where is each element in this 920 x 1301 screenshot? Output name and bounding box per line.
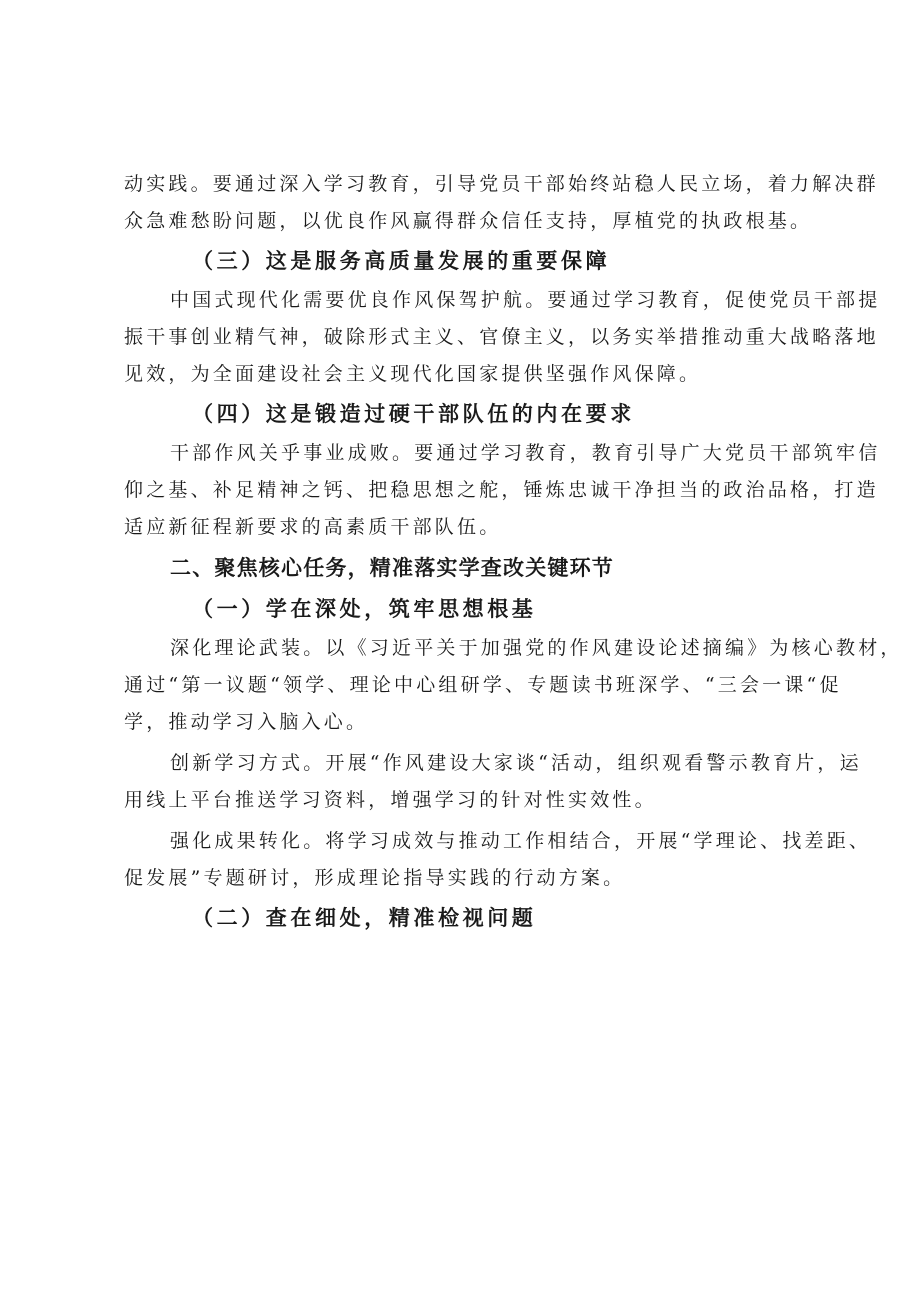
paragraph-line: 动实践。要通过深入学习教育，引导党员干部始终站稳人民立场，着力解决群 <box>124 173 879 195</box>
paragraph-line: 深化理论武装。以《习近平关于加强党的作风建设论述摘编》为核心教材， <box>170 637 903 659</box>
paragraph-line: 促发展”专题研讨，形成理论指导实践的行动方案。 <box>124 867 626 889</box>
document-page <box>124 166 903 939</box>
section-heading-4: （四）这是锻造过硬干部队伍的内在要求 <box>192 401 635 426</box>
paragraph-line: 适应新征程新要求的高素质干部队伍。 <box>124 516 502 538</box>
section-heading-2: （二）查在细处，精准检视问题 <box>192 905 537 930</box>
paragraph-line: 振干事创业精气神，破除形式主义、官僚主义，以务实举措推动重大战略落地 <box>124 326 879 348</box>
paragraph-line: 学，推动学习入脑入心。 <box>124 711 369 733</box>
paragraph-line: 干部作风关乎事业成败。要通过学习教育，教育引导广大党员干部筑牢信 <box>170 442 881 464</box>
paragraph-line: 中国式现代化需要优良作风保驾护航。要通过学习教育，促使党员干部提 <box>170 289 881 311</box>
paragraph-line: 仰之基、补足精神之钙、把稳思想之舵，锤炼忠诚干净担当的政治品格，打造 <box>124 479 879 501</box>
section-heading-3: （三）这是服务高质量发展的重要保障 <box>192 248 611 273</box>
paragraph-line: 强化成果转化。将学习成效与推动工作相结合，开展“学理论、找差距、 <box>170 830 872 852</box>
paragraph-line: 见效，为全面建设社会主义现代化国家提供坚强作风保障。 <box>124 363 702 385</box>
paragraph-line: 通过“第一议题“领学、理论中心组研学、专题读书班深学、“三会一课“促 <box>124 674 842 696</box>
chapter-heading-2: 二、聚焦核心任务，精准落实学查改关键环节 <box>170 556 614 580</box>
section-heading-1: （一）学在深处，筑牢思想根基 <box>192 596 537 621</box>
paragraph-line: 用线上平台推送学习资料，增强学习的针对性实效性。 <box>124 789 657 811</box>
paragraph-line: 众急难愁盼问题，以优良作风赢得群众信任支持，厚植党的执政根基。 <box>124 210 813 232</box>
paragraph-line: 创新学习方式。开展“作风建设大家谈“活动，组织观看警示教育片，运 <box>170 752 862 774</box>
